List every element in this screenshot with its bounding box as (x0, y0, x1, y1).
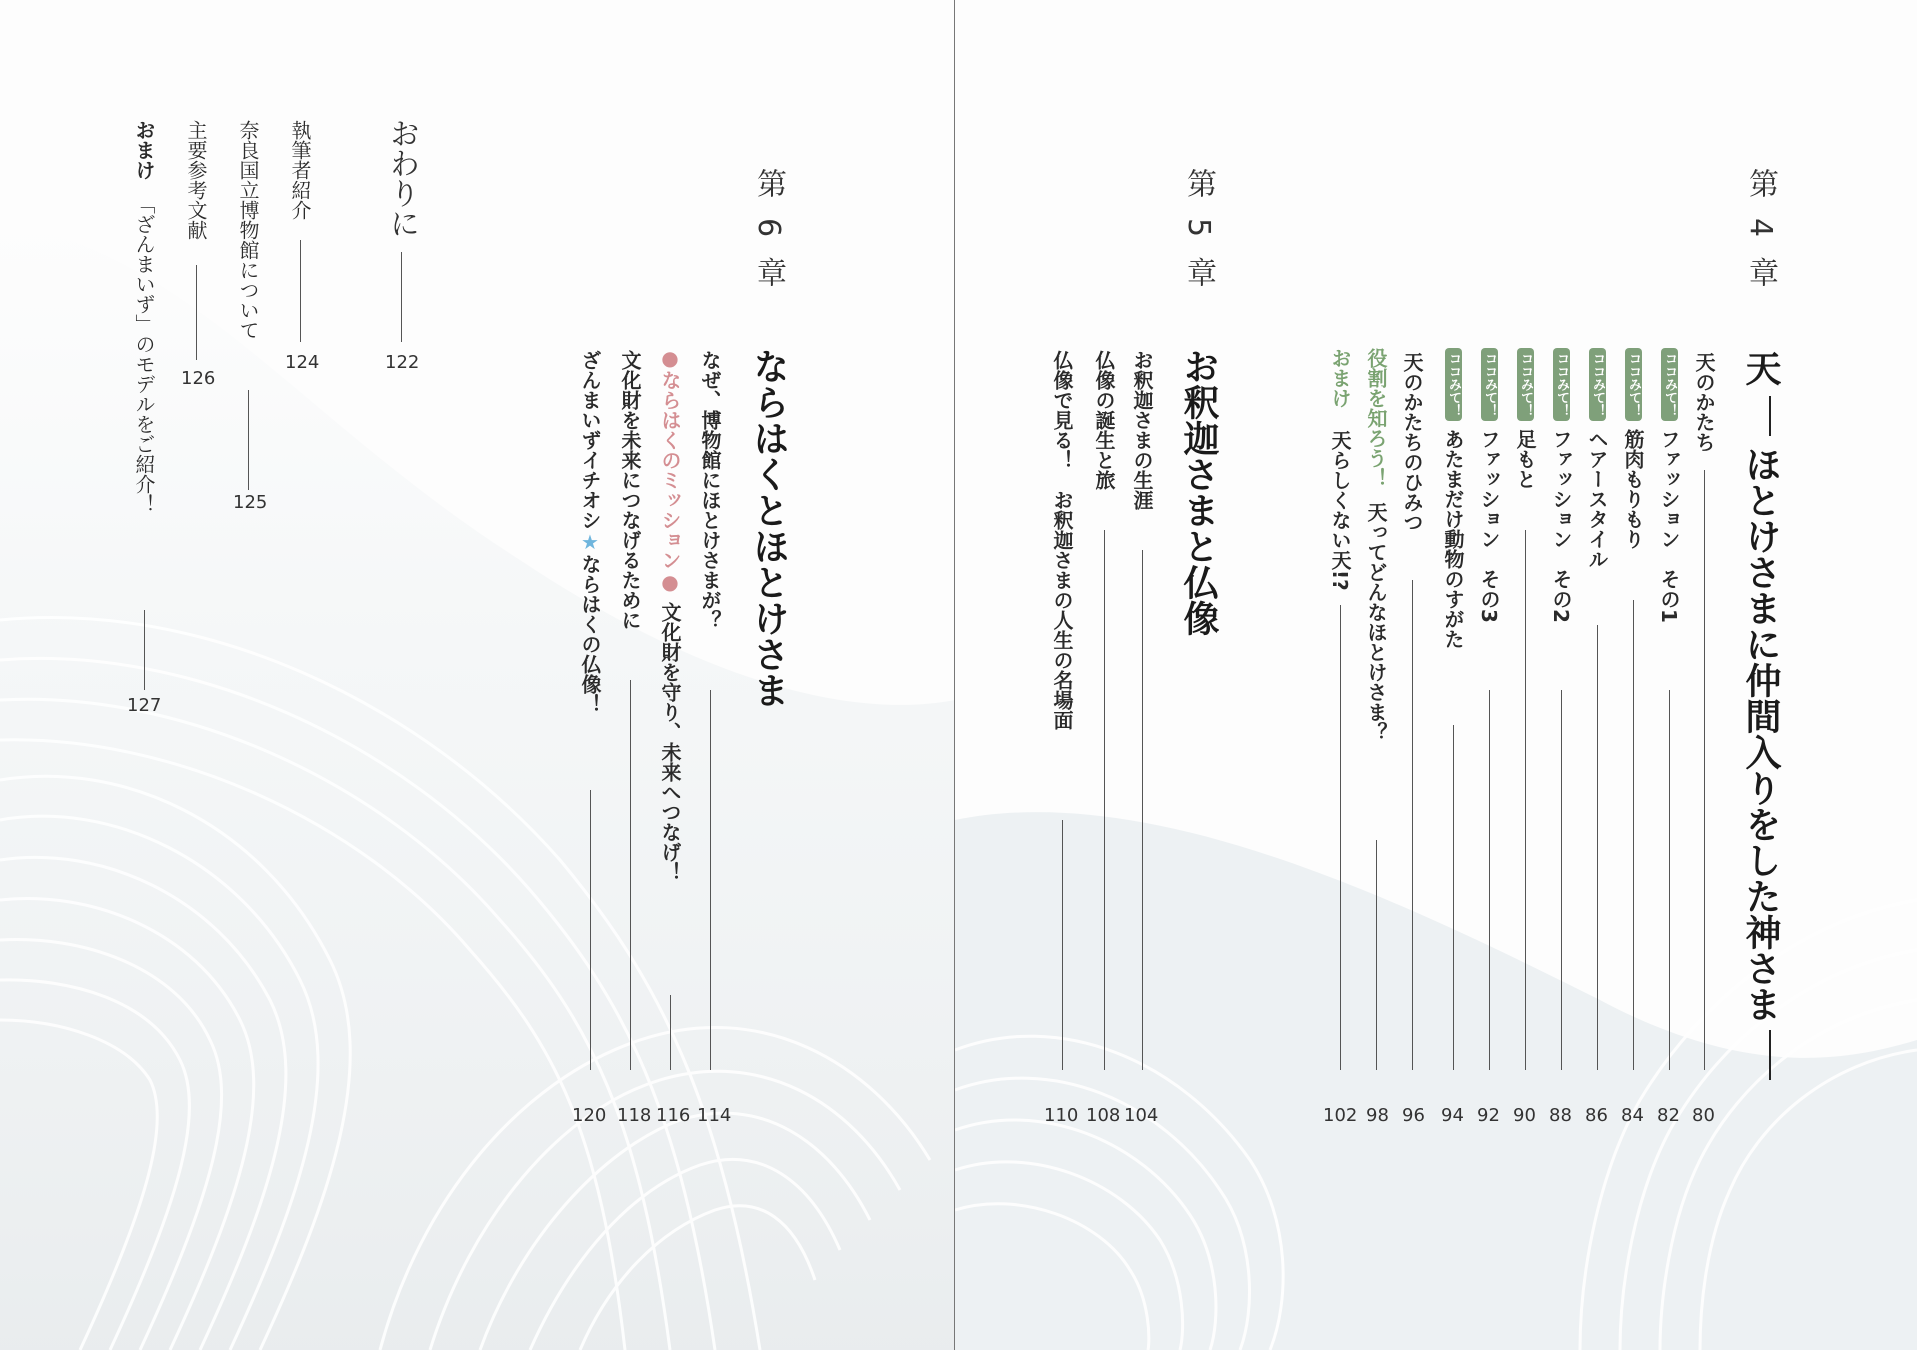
toc-entry[interactable]: 執筆者紹介 (288, 120, 312, 220)
leader-line (1340, 605, 1341, 1070)
toc-entry[interactable] (1443, 348, 1463, 649)
entry-title: 文化財を守り、未来へつなげ！ (658, 602, 682, 882)
toc-entry[interactable] (1094, 350, 1114, 490)
chapter4-title-sub: ほとけさまに仲間入りをした神さま (1740, 446, 1781, 1022)
kokomi-badge: ココみて！ (1589, 348, 1606, 421)
leader-line (1669, 690, 1670, 1070)
leader-line (1704, 470, 1705, 1070)
owarini-title[interactable]: おわりに (384, 118, 419, 238)
toc-entry[interactable]: 奈良国立博物館について (236, 120, 260, 340)
leader-line (248, 390, 249, 490)
toc-entry[interactable] (580, 350, 600, 714)
page-number: 108 (1086, 1105, 1121, 1126)
page-number: 94 (1441, 1105, 1464, 1126)
leader-line (1376, 840, 1377, 1070)
leader-line (1104, 530, 1105, 1070)
kokomi-badge: ココみて！ (1625, 348, 1642, 421)
toc-entry[interactable] (1132, 350, 1152, 510)
toc-entry[interactable] (1402, 352, 1422, 532)
kokomi-badge: ココみて！ (1661, 348, 1678, 421)
leader-line (1525, 530, 1526, 1070)
toc-entry[interactable] (1587, 348, 1607, 569)
entry-title: 文化財を未来につなげるために (618, 350, 642, 630)
toc-entry[interactable] (620, 350, 640, 630)
page-number: 80 (1692, 1105, 1715, 1126)
star-icon: ★ (578, 530, 602, 554)
toc-entry[interactable] (134, 120, 154, 514)
entry-title: ファッション その3 (1477, 429, 1501, 623)
page-number: 114 (697, 1105, 732, 1126)
leader-line (1633, 600, 1634, 1070)
toc-entry[interactable] (700, 350, 720, 630)
kokomi-badge: ココみて！ (1445, 348, 1462, 421)
page-number: 110 (1044, 1105, 1079, 1126)
toc-entry[interactable] (1623, 348, 1643, 549)
leader-line (1489, 690, 1490, 1070)
entry-title: ファッション その1 (1657, 429, 1681, 623)
leader-line (590, 790, 591, 1070)
page-number: 104 (1124, 1105, 1159, 1126)
chapter4-title-main: 天 (1740, 350, 1781, 386)
page-number: 88 (1549, 1105, 1572, 1126)
leader-line (710, 690, 711, 1070)
entry-title: なぜ、博物館にほとけさまが？ (698, 350, 722, 630)
page-number: 124 (285, 352, 320, 373)
kokomi-badge: ココみて！ (1481, 348, 1498, 421)
leader-line (401, 252, 402, 342)
title-dash (1769, 1030, 1771, 1080)
toc-entry[interactable]: 主要参考文献 (184, 120, 208, 240)
chapter4-label: 第4章 (1743, 168, 1778, 308)
toc-entry[interactable] (1515, 348, 1535, 489)
chapter4-title (1740, 350, 1781, 1080)
entry-title: 筋肉もりもり (1621, 429, 1645, 549)
entry-title: あたまだけ動物のすがた (1441, 429, 1465, 649)
leader-line (1062, 820, 1063, 1070)
page-number: 120 (572, 1105, 607, 1126)
title-dash (1769, 396, 1771, 436)
chapter6-title: ならはくとほとけさま (748, 348, 789, 708)
leader-line (1412, 580, 1413, 1070)
page-number: 122 (385, 352, 420, 373)
chapter5-label: 第5章 (1181, 168, 1216, 308)
entry-prefix: ●ならはくのミッション● (658, 346, 682, 594)
toc-entry[interactable] (1330, 348, 1350, 591)
page-number: 125 (233, 492, 268, 513)
page-number: 126 (181, 368, 216, 389)
page-number: 82 (1657, 1105, 1680, 1126)
entry-title: 天らしくない天!? (1328, 430, 1352, 591)
entry-prefix: おまけ (132, 120, 156, 180)
page-number: 96 (1402, 1105, 1425, 1126)
page-number: 86 (1585, 1105, 1608, 1126)
entry-title-a: ざんまいずイチオシ (578, 350, 602, 530)
page-number: 118 (617, 1105, 652, 1126)
toc-entry[interactable] (1052, 350, 1072, 730)
toc-entry[interactable] (1366, 348, 1386, 742)
entry-prefix: 役割を知ろう！ (1364, 348, 1388, 488)
leader-line (630, 680, 631, 1070)
entry-title: 天のかたち (1692, 352, 1716, 452)
leader-line (196, 265, 197, 360)
page-number: 90 (1513, 1105, 1536, 1126)
entry-title: 天のかたちのひみつ (1400, 352, 1424, 532)
toc-entry[interactable] (1694, 352, 1714, 452)
page-number: 102 (1323, 1105, 1358, 1126)
chapter5-title: お釈迦さまと仏像 (1178, 348, 1219, 636)
toc-entry[interactable] (1479, 348, 1499, 623)
leader-line (144, 610, 145, 690)
entry-prefix: おまけ (1328, 348, 1352, 408)
leader-line (300, 240, 301, 342)
entry-title: 天ってどんなほとけさま？ (1364, 502, 1388, 742)
leader-line (1142, 550, 1143, 1070)
leader-line (1597, 625, 1598, 1070)
entry-title: ヘアースタイル (1585, 429, 1609, 569)
page-number: 127 (127, 695, 162, 716)
entry-title-b: ならはくの仏像！ (578, 554, 602, 714)
chapter6-label: 第6章 (751, 168, 786, 308)
entry-title: 足もと (1513, 429, 1537, 489)
entry-title: ファッション その2 (1549, 429, 1573, 623)
toc-entry[interactable] (1659, 348, 1679, 623)
kokomi-badge: ココみて！ (1553, 348, 1570, 421)
leader-line (1561, 690, 1562, 1070)
entry-title: 仏像で見る！ お釈迦さまの人生の名場面 (1050, 350, 1074, 730)
entry-title: お釈迦さまの生涯 (1130, 350, 1154, 510)
page-number: 98 (1366, 1105, 1389, 1126)
entry-title: 仏像の誕生と旅 (1092, 350, 1116, 490)
page-number: 116 (656, 1105, 691, 1126)
page-number: 92 (1477, 1105, 1500, 1126)
toc-entry[interactable] (1551, 348, 1571, 623)
page-number: 84 (1621, 1105, 1644, 1126)
page-gutter (954, 0, 955, 1350)
entry-title: 「ざんまいず」のモデルをご紹介！ (132, 194, 156, 514)
leader-line (1453, 725, 1454, 1070)
toc-entry[interactable] (660, 346, 680, 882)
leader-line (670, 995, 671, 1070)
kokomi-badge: ココみて！ (1517, 348, 1534, 421)
